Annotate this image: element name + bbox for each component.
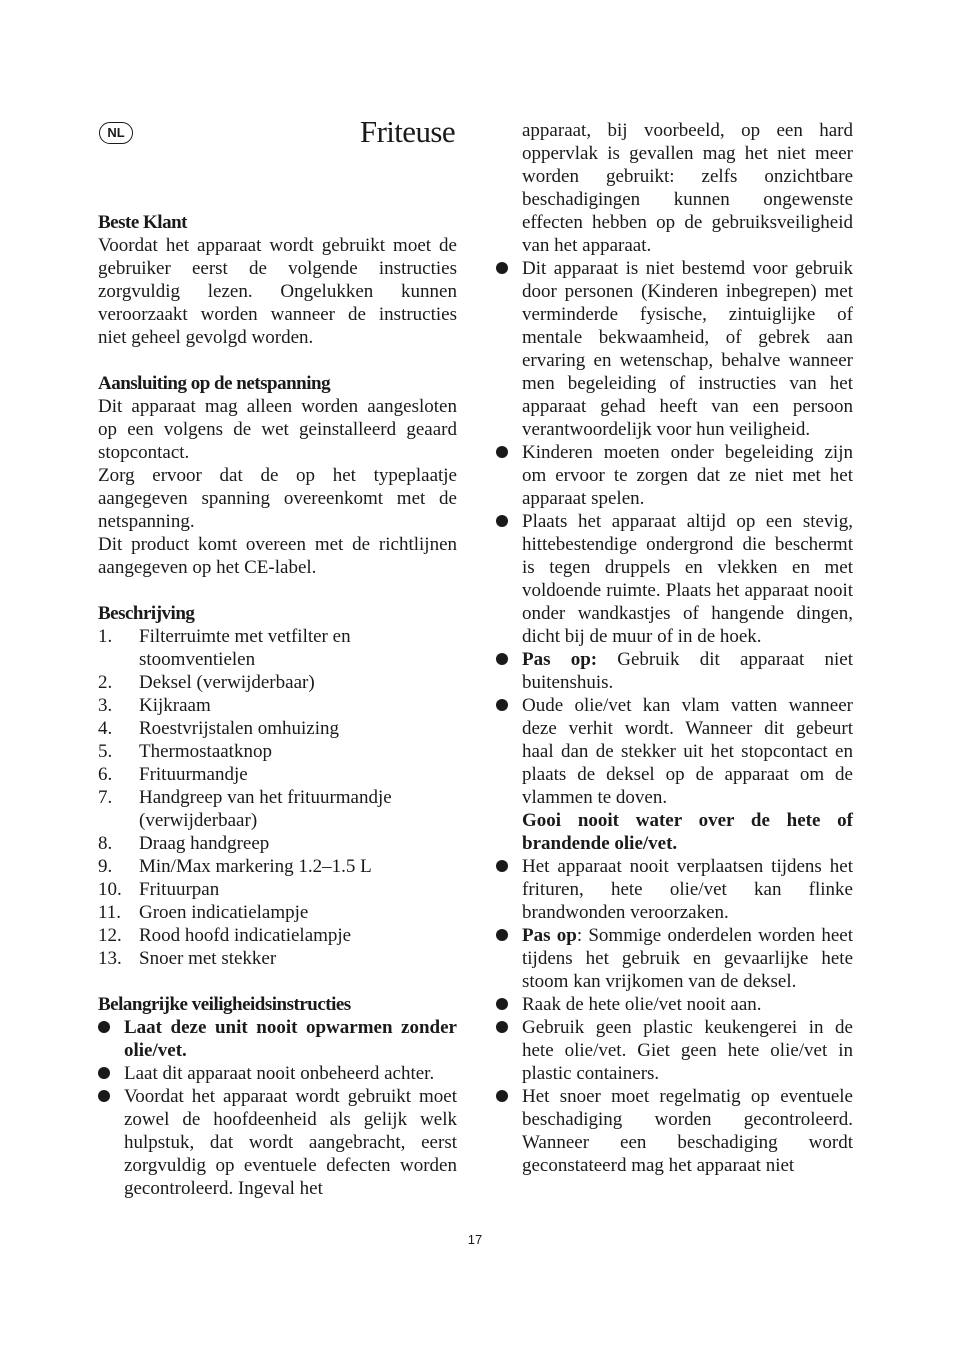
bullet-icon	[496, 998, 508, 1010]
list-item: Voordat het apparaat wordt gebruikt moet zowel de hoofdeenheid als gelijk welk hulpstuk, dat wordt aangebracht, eerst zorgvuldig op eventuele defecten worden gecontroleerd. Ingeval het	[98, 1085, 457, 1200]
list-item: Raak de hete olie/vet nooit aan.	[496, 993, 853, 1016]
list-item: Laat dit apparaat nooit onbeheerd achter.	[98, 1062, 457, 1085]
intro-text: Voordat het apparaat wordt gebruikt moet de gebruiker eerst de volgende instructies zorgvuldig lezen. Ongelukken kunnen veroorzaakt worden wanneer de instructies niet geheel gevolgd worden.	[98, 235, 457, 348]
list-item: 3. Kijkraam	[98, 695, 211, 716]
safety-list-left	[98, 1016, 457, 1200]
list-item: Oude olie/vet kan vlam vatten wanneer deze verhit wordt. Wanneer dit gebeurt haal dan de stekker uit het stopcontact en plaats de deksel op de apparaat om de vlammen te doven.	[496, 694, 853, 809]
list-item: Het apparaat nooit verplaatsen tijdens het frituren, hete olie/vet kan flinke brandwonden veroorzaken.	[496, 855, 853, 924]
list-item: Pas op: Sommige onderdelen worden heet tijdens het gebruik en gevaarlijke hete stoom kan vrijkomen van de deksel.	[496, 924, 853, 993]
list-item: 11. Groen indicatielampje	[98, 902, 309, 923]
safety-list-right	[496, 119, 853, 1177]
list-item: 6. Frituurmandje	[98, 764, 248, 785]
list-item: Plaats het apparaat altijd op een stevig, hittebestendige ondergrond die beschermt is tegen druppels en vlekken en met voldoende ruimte. Plaats het apparaat nooit onder wandkastjes of hangende dingen, dicht bij de muur of in de hoek.	[496, 510, 853, 648]
list-item: 5. Thermostaatknop	[98, 741, 272, 762]
bullet-icon	[98, 1090, 110, 1102]
list-item: Laat deze unit nooit opwarmen zonder olie/vet.	[98, 1016, 457, 1062]
language-badge: NL	[99, 122, 133, 144]
bullet-icon	[496, 860, 508, 872]
section-heading-veiligheid: Belangrijke veiligheidsinstructies	[98, 994, 351, 1015]
list-item: Pas op: Gebruik dit apparaat niet buitenshuis.	[496, 648, 853, 694]
list-item: 12. Rood hoofd indicatielampje	[98, 925, 352, 946]
section-heading-beschrijving: Beschrijving	[98, 603, 195, 624]
bullet-icon	[98, 1021, 110, 1033]
list-item: 10. Frituurpan	[98, 879, 220, 900]
bullet-icon	[496, 1021, 508, 1033]
bullet-icon	[496, 929, 508, 941]
list-item: apparaat, bij voorbeeld, op een hard oppervlak is gevallen mag het niet meer worden gebruikt: zelfs onzichtbare beschadigingen kunnen ongewenste effecten hebben op de gebruiksveiligheid van het apparaat.	[522, 120, 853, 256]
right-column	[496, 119, 853, 1177]
netspanning-p3: Dit product komt overeen met de richtlijnen aangegeven op het CE-label.	[98, 534, 457, 578]
bullet-icon	[496, 653, 508, 665]
list-item: Gebruik geen plastic keukengerei in de hete olie/vet. Giet geen hete olie/vet in plastic containers.	[496, 1016, 853, 1085]
list-item: 4. Roestvrijstalen omhuizing	[98, 718, 340, 739]
list-item: 2. Deksel (verwijderbaar)	[98, 672, 315, 693]
parts-list	[98, 625, 457, 970]
list-item: 1. Filterruimte met vetfilter en stoomventielen	[98, 626, 351, 670]
section-heading-klant: Beste Klant	[98, 212, 187, 233]
list-item: 9. Min/Max markering 1.2–1.5 L	[98, 856, 372, 877]
bullet-icon	[496, 262, 508, 274]
list-item: 13. Snoer met stekker	[98, 948, 277, 969]
bullet-icon	[496, 446, 508, 458]
left-column	[98, 211, 457, 1200]
page-title: Friteuse	[359, 114, 455, 149]
bullet-icon	[98, 1067, 110, 1079]
list-item: 7. Handgreep van het frituurmandje (verwijderbaar)	[98, 787, 392, 831]
list-item: Het snoer moet regelmatig op eventuele beschadiging worden gecontroleerd. Wanneer een beschadiging wordt geconstateerd mag het apparaat niet	[496, 1085, 853, 1177]
list-item: Kinderen moeten onder begeleiding zijn om ervoor te zorgen dat ze niet met het apparaat spelen.	[496, 441, 853, 510]
bullet-icon	[496, 515, 508, 527]
bullet-icon	[496, 699, 508, 711]
netspanning-p2: Zorg ervoor dat de op het typeplaatje aangegeven spanning overeenkomt met de netspanning.	[98, 465, 457, 532]
section-heading-netspanning: Aansluiting op de netspanning	[98, 373, 331, 394]
list-item: Gooi nooit water over de hete of brandende olie/vet.	[522, 810, 853, 854]
bullet-icon	[496, 1090, 508, 1102]
list-item: Dit apparaat is niet bestemd voor gebruik door personen (Kinderen inbegrepen) met verminderde fysische, zintuiglijke of mentale bekwaamheid, of gebrek aan ervaring en wetenschap, behalve wanneer men begeleiding of instructies van het apparaat gehad heeft van een persoon verantwoordelijk voor hun veiligheid.	[496, 257, 853, 441]
list-item: 8. Draag handgreep	[98, 833, 270, 854]
page-number: 17	[467, 1232, 483, 1247]
netspanning-p1: Dit apparaat mag alleen worden aangesloten op een volgens de wet geinstalleerd geaard stopcontact.	[98, 396, 457, 463]
